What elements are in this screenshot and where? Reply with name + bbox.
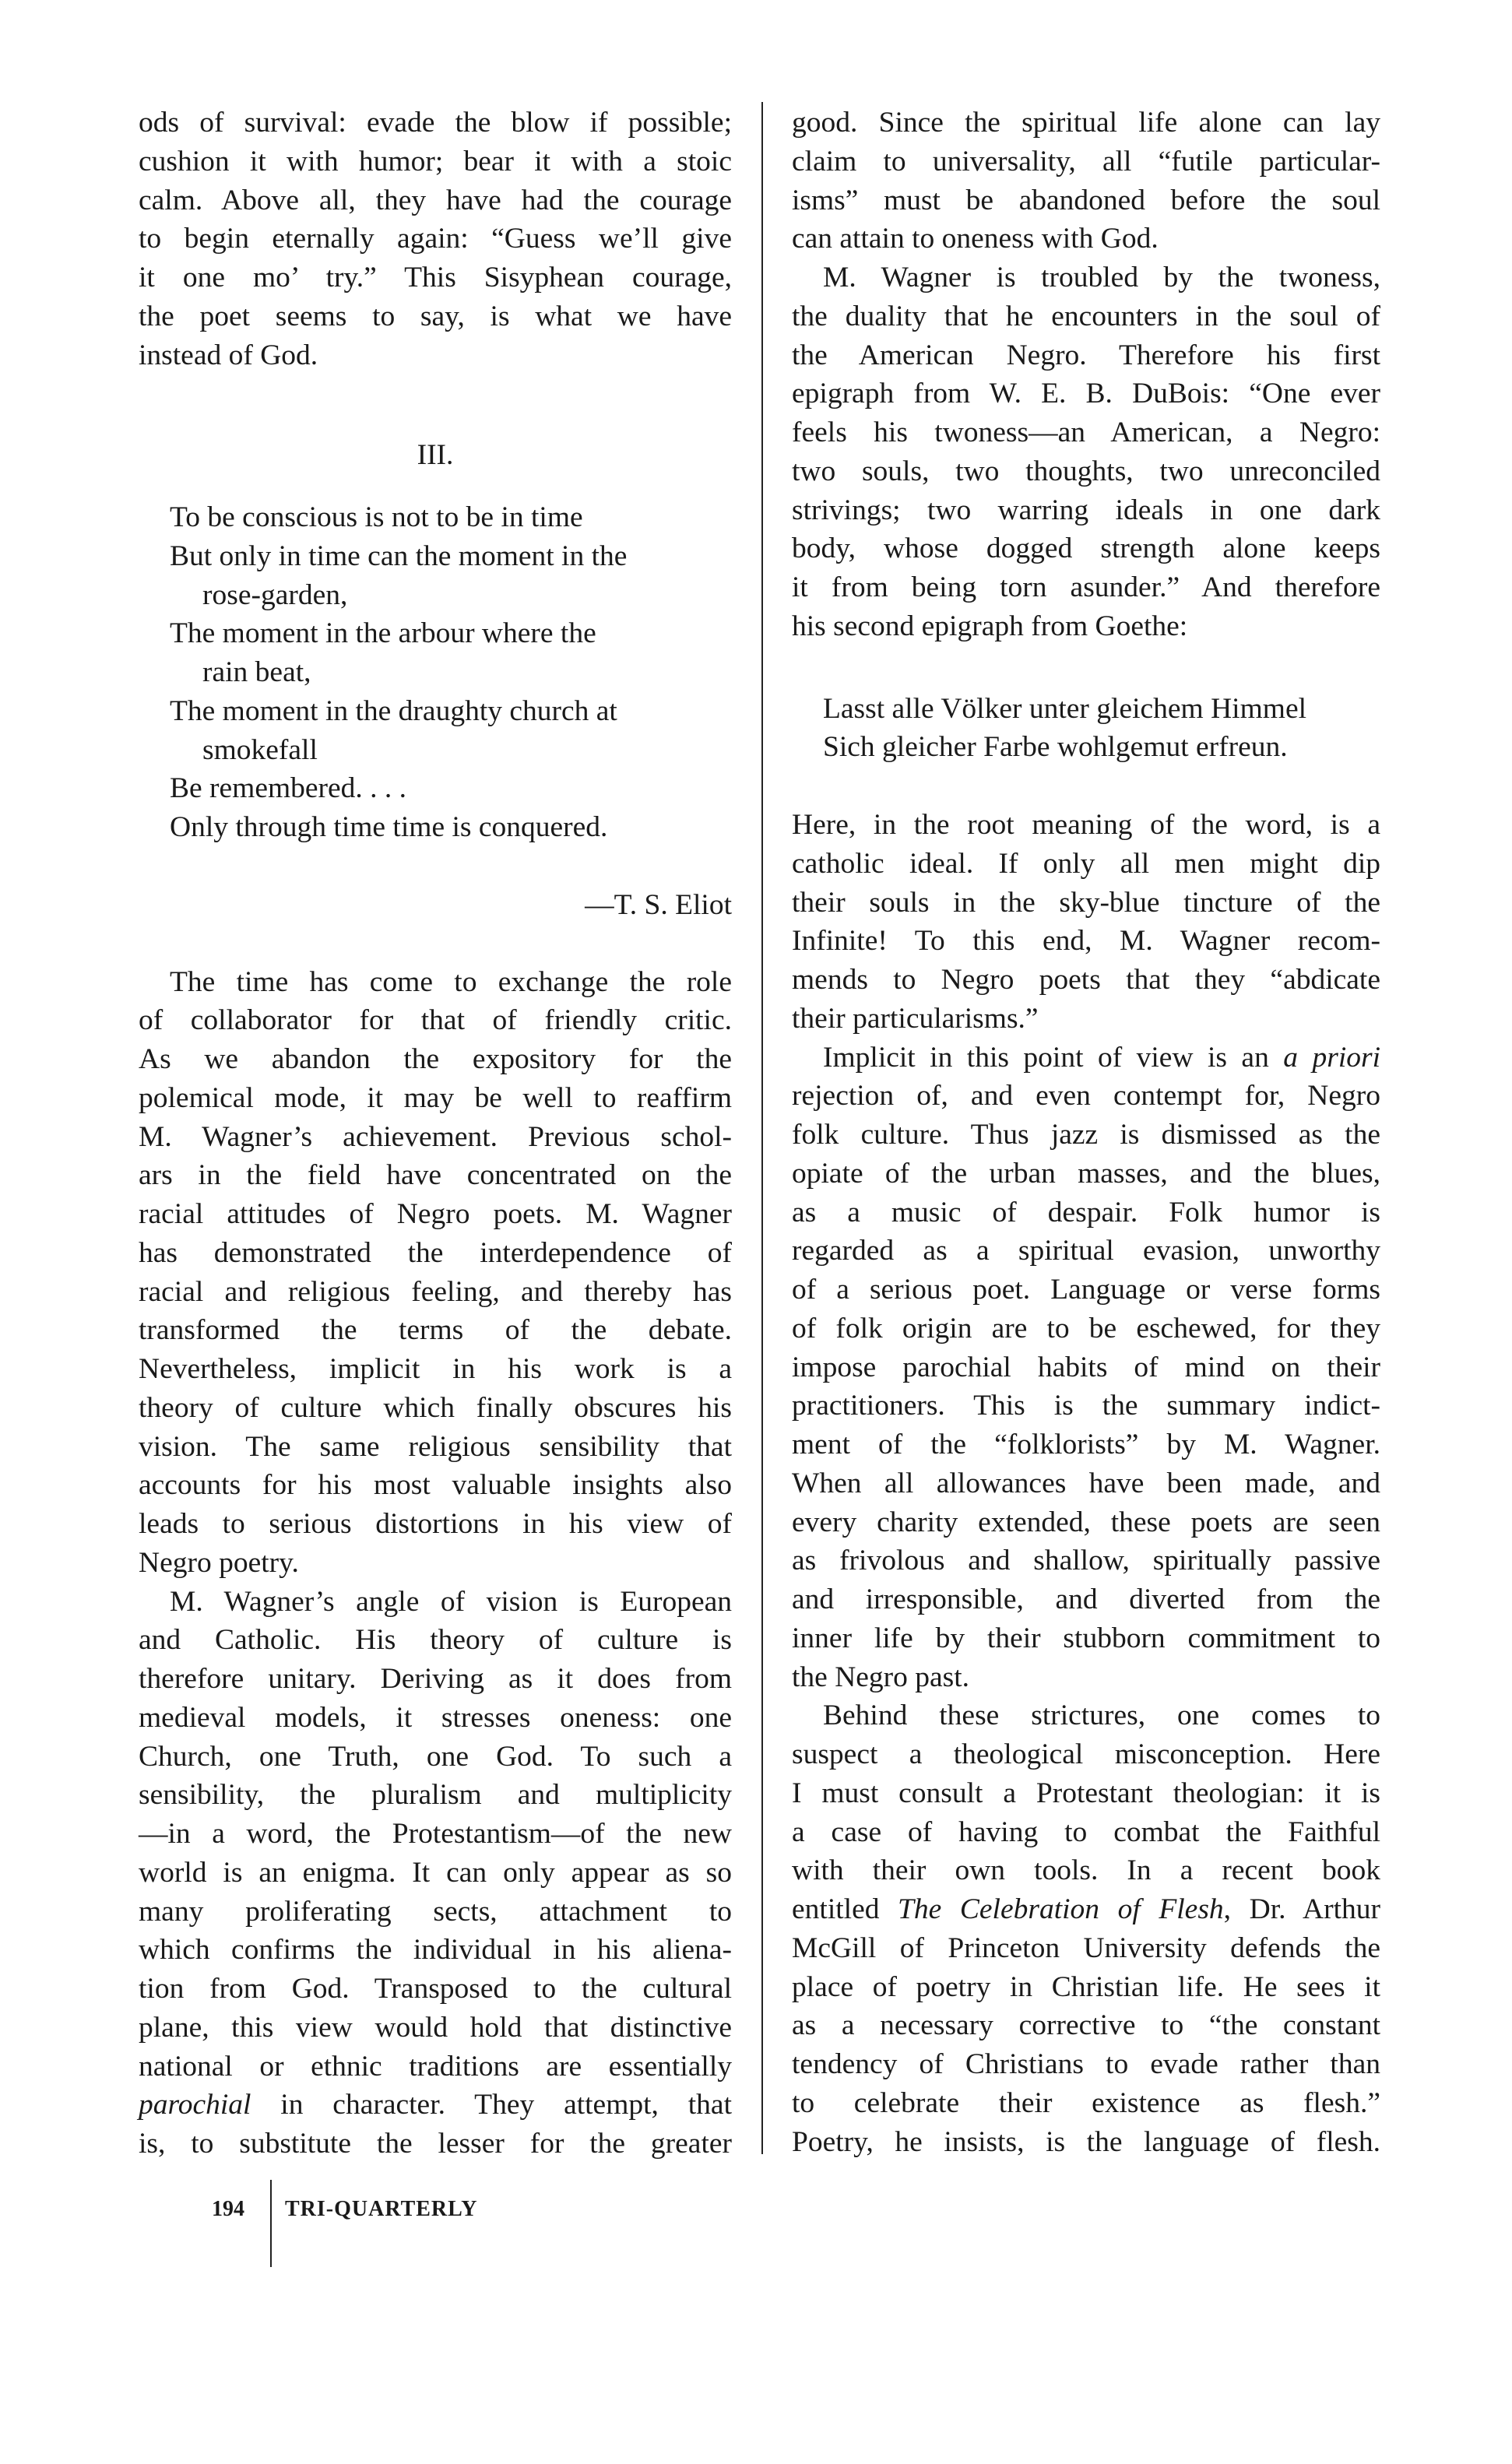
para-block — [792, 1696, 1380, 2161]
text-line: sensibility, the pluralism and multiplicity — [139, 1779, 732, 1812]
para-block — [792, 1039, 1380, 1697]
text-line: their souls in the sky-blue tincture of the — [792, 886, 1380, 919]
journal-title: TRI-QUARTERLY — [285, 2197, 478, 2221]
text-span: entitled — [792, 1893, 898, 1925]
text-line: The time has come to exchange the role — [170, 965, 732, 998]
text-line: Negro poetry. — [139, 1546, 299, 1579]
text-line: strivings; two warring ideals in one dark — [792, 494, 1380, 526]
text-line: racial attitudes of Negro poets. M. Wagner — [139, 1198, 732, 1230]
poem-line: The moment in the draughty church at — [170, 694, 617, 727]
quote-attribution: —T. S. Eliot — [585, 888, 732, 921]
text-line: body, whose dogged strength alone keeps — [792, 533, 1380, 565]
section-heading: III. — [417, 439, 454, 472]
epigraph-line: Lasst alle Völker unter gleichem Himmel — [823, 692, 1307, 725]
text-line: Infinite! To this end, M. Wagner recom- — [792, 925, 1380, 958]
text-line: polemical mode, it may be well to reaffirm — [139, 1081, 732, 1114]
right-column — [792, 104, 1380, 2161]
italic-text: a priori — [1283, 1041, 1381, 1074]
text-line: impose parochial habits of mind on their — [792, 1351, 1380, 1383]
text-span: Implicit in this point of view is an — [823, 1041, 1284, 1074]
text-line: I must consult a Protestant theologian: it is — [792, 1777, 1380, 1809]
epigraph-line: Sich gleicher Farbe wohlgemut erfreun. — [823, 731, 1288, 764]
text-line: the poet seems to say, is what we have — [139, 300, 732, 332]
heading-block — [139, 436, 732, 475]
text-line: of a serious poet. Language or verse forms — [792, 1274, 1380, 1306]
page-number: 194 — [212, 2197, 244, 2221]
text-line: to celebrate their existence as flesh.” — [792, 2086, 1380, 2119]
text-line: When all allowances have been made, and — [792, 1467, 1380, 1499]
text-line: regarded as a spiritual evasion, unworthy — [792, 1235, 1380, 1267]
text-line: every charity extended, these poets are seen — [792, 1506, 1380, 1538]
text-line: which confirms the individual in his aliena- — [139, 1934, 732, 1967]
text-line: Here, in the root meaning of the word, is a — [792, 809, 1380, 841]
text-line: good. Since the spiritual life alone can lay — [792, 107, 1380, 139]
text-line — [139, 2086, 732, 2125]
text-line: a case of having to combat the Faithful — [792, 1815, 1380, 1848]
text-line: As we abandon the expository for the — [139, 1043, 732, 1075]
text-line: with their own tools. In a recent book — [792, 1854, 1380, 1887]
poem-line: smokefall — [202, 733, 318, 766]
text-line: world is an enigma. It can only appear as so — [139, 1856, 732, 1889]
text-line: epigraph from W. E. B. DuBois: “One ever — [792, 378, 1380, 410]
poem-line: To be conscious is not to be in time — [170, 501, 583, 533]
text-line: folk culture. Thus jazz is dismissed as the — [792, 1119, 1380, 1151]
para-block — [139, 1583, 732, 2163]
para-block — [792, 806, 1380, 1039]
text-line: M. Wagner’s achievement. Previous schol- — [139, 1120, 732, 1153]
text-line: calm. Above all, they have had the courage — [139, 184, 732, 216]
text-span: , Dr. Arthur — [1223, 1893, 1380, 1925]
text-line: place of poetry in Christian life. He sees it — [792, 1970, 1380, 2003]
text-line: accounts for his most valuable insights also — [139, 1469, 732, 1502]
poem-block — [139, 498, 732, 847]
para-block — [792, 104, 1380, 258]
text-line: as a necessary corrective to “the constant — [792, 2009, 1380, 2042]
text-line: ods of survival: evade the blow if possible; — [139, 107, 732, 139]
text-line: medieval models, it stresses oneness: one — [139, 1701, 732, 1734]
text-line: his second epigraph from Goethe: — [792, 610, 1188, 642]
text-line: inner life by their stubborn commitment to — [792, 1622, 1380, 1654]
text-line: plane, this view would hold that distinctive — [139, 2011, 732, 2044]
text-line: and Catholic. His theory of culture is — [139, 1624, 732, 1657]
text-line: cushion it with humor; bear it with a stoic — [139, 145, 732, 178]
text-line: the Negro past. — [792, 1661, 970, 1693]
poem-line: The moment in the arbour where the — [170, 617, 596, 650]
text-line: opiate of the urban masses, and the blues, — [792, 1157, 1380, 1190]
poem-line: But only in time can the moment in the — [170, 540, 628, 572]
para-block — [139, 963, 732, 1583]
left-column — [139, 104, 732, 2163]
text-line: of collaborator for that of friendly critic. — [139, 1004, 732, 1037]
text-line: —in a word, the Protestantism—of the new — [139, 1818, 732, 1850]
poem-line: rain beat, — [202, 656, 311, 688]
text-line: the American Negro. Therefore his first — [792, 339, 1380, 371]
text-line: instead of God. — [139, 339, 318, 371]
text-line: as a music of despair. Folk humor is — [792, 1196, 1380, 1228]
para-block — [792, 258, 1380, 646]
text-line: rejection of, and even contempt for, Negro — [792, 1080, 1380, 1112]
text-line: vision. The same religious sensibility that — [139, 1430, 732, 1463]
text-line: can attain to oneness with God. — [792, 223, 1159, 255]
text-line: their particularisms.” — [792, 1002, 1039, 1035]
text-line: Nevertheless, implicit in his work is a — [139, 1353, 732, 1385]
text-line: national or ethnic traditions are essentially — [139, 2050, 732, 2083]
poem-line: Be remembered. . . . — [170, 772, 407, 805]
poem-line: rose-garden, — [202, 578, 348, 611]
text-line: and irresponsible, and diverted from the — [792, 1583, 1380, 1615]
text-line: feels his twoness—an American, a Negro: — [792, 417, 1380, 448]
text-line: McGill of Princeton University defends the — [792, 1931, 1380, 1964]
text-line: therefore unitary. Deriving as it does from — [139, 1663, 732, 1695]
attribution-block — [139, 886, 732, 925]
text-line: claim to universality, all “futile particular- — [792, 145, 1380, 178]
footer-divider — [270, 2180, 272, 2267]
text-line: practitioners. This is the summary indict- — [792, 1390, 1380, 1422]
text-line: Behind these strictures, one comes to — [823, 1699, 1380, 1732]
text-line: M. Wagner’s angle of vision is European — [170, 1585, 732, 1618]
text-line: ment of the “folklorists” by M. Wagner. — [792, 1429, 1380, 1460]
text-line: tion from God. Transposed to the cultural — [139, 1973, 732, 2005]
text-line: isms” must be abandoned before the soul — [792, 184, 1380, 216]
poem-line: Only through time time is conquered. — [170, 811, 608, 843]
text-line: catholic ideal. If only all men might dip — [792, 847, 1380, 880]
text-line: many proliferating sects, attachment to — [139, 1895, 732, 1928]
text-line: two souls, two thoughts, two unreconciled — [792, 455, 1380, 487]
text-line: it from being torn asunder.” And therefore — [792, 571, 1380, 603]
text-line: mends to Negro poets that they “abdicate — [792, 964, 1380, 996]
column-divider — [761, 102, 763, 2154]
text-line: to begin eternally again: “Guess we’ll give — [139, 223, 732, 255]
text-line: Church, one Truth, one God. To such a — [139, 1740, 732, 1773]
text-line: of folk origin are to be eschewed, for they — [792, 1312, 1380, 1344]
text-line: as frivolous and shallow, spiritually passive — [792, 1545, 1380, 1577]
text-line: suspect a theological misconception. Here — [792, 1738, 1380, 1770]
italic-text: parochial — [139, 2089, 251, 2121]
para-block — [139, 104, 732, 374]
text-line: leads to serious distortions in his view of — [139, 1508, 732, 1540]
text-line — [792, 1039, 1380, 1077]
epigraph-block — [792, 690, 1380, 768]
text-line: tendency of Christians to evade rather than — [792, 2048, 1380, 2080]
text-span: in character. They attempt, that — [251, 2089, 732, 2121]
text-line: Poetry, he insists, is the language of flesh. — [792, 2125, 1380, 2158]
text-line: theory of culture which finally obscures his — [139, 1391, 732, 1424]
text-line — [792, 1890, 1380, 1929]
italic-text: The Celebration of Flesh — [898, 1893, 1224, 1925]
text-line: the duality that he encounters in the soul of — [792, 300, 1380, 332]
text-line: M. Wagner is troubled by the twoness, — [823, 262, 1380, 294]
text-line: racial and religious feeling, and thereby has — [139, 1275, 732, 1308]
text-line: ars in the field have concentrated on the — [139, 1159, 732, 1192]
text-line: it one mo’ try.” This Sisyphean courage, — [139, 262, 732, 294]
text-line: is, to substitute the lesser for the greater — [139, 2128, 732, 2160]
text-line: transformed the terms of the debate. — [139, 1314, 732, 1347]
text-line: has demonstrated the interdependence of — [139, 1236, 732, 1269]
